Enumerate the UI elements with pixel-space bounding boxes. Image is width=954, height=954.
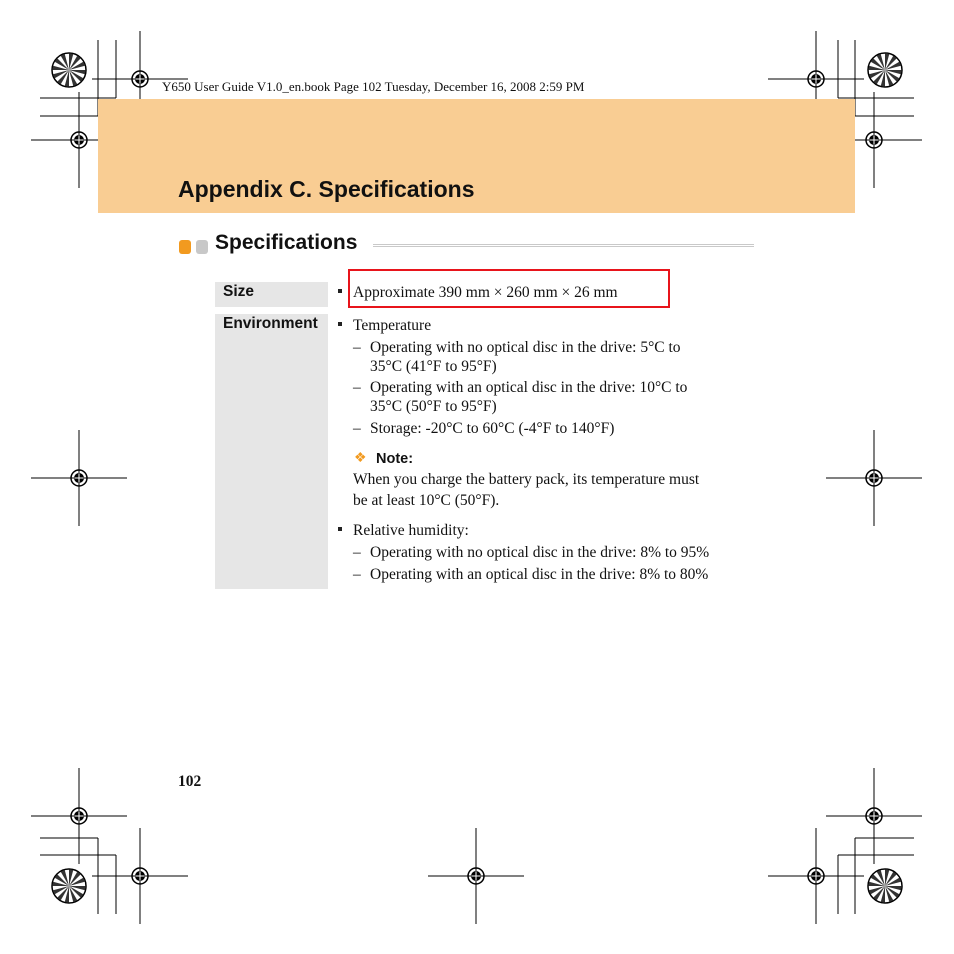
- note-icon: ❖: [354, 451, 367, 466]
- dash-marker: –: [353, 544, 361, 561]
- size-label: Size: [223, 283, 255, 300]
- environment-label-cell: [215, 314, 328, 589]
- dash-marker: –: [353, 379, 361, 396]
- bullet-icon: [338, 289, 342, 293]
- registration-target-icon: [826, 768, 922, 864]
- temp-item-line: Operating with an optical disc in the drive: 10°C to: [370, 379, 688, 396]
- registration-target-icon: [31, 430, 127, 526]
- humidity-heading: Relative humidity:: [353, 522, 469, 539]
- temp-item-line: 35°C (41°F to 95°F): [370, 358, 497, 375]
- temp-item-line: Storage: -20°C to 60°C (-4°F to 140°F): [370, 420, 615, 437]
- registration-target-icon: [768, 828, 864, 924]
- section-rule: [373, 244, 754, 247]
- section-marker-orange-icon: [179, 240, 191, 254]
- temp-item-line: Operating with no optical disc in the drive: 5°C to: [370, 339, 681, 356]
- chapter-title: Appendix C. Specifications: [178, 176, 475, 202]
- temp-item-line: 35°C (50°F to 95°F): [370, 398, 497, 415]
- dash-marker: –: [353, 339, 361, 356]
- starburst-target-icon: [52, 53, 86, 87]
- note-label: Note:: [376, 451, 414, 467]
- starburst-target-icon: [868, 869, 902, 903]
- print-header: Y650 User Guide V1.0_en.book Page 102 Tuesday, December 16, 2008 2:59 PM: [162, 79, 585, 94]
- bullet-icon: [338, 527, 342, 531]
- temperature-heading: Temperature: [353, 317, 432, 334]
- humidity-item: Operating with an optical disc in the drive: 8% to 80%: [370, 566, 709, 583]
- humidity-item: Operating with no optical disc in the drive: 8% to 95%: [370, 544, 710, 561]
- registration-target-icon: [428, 828, 524, 924]
- starburst-target-icon: [52, 869, 86, 903]
- page-number: 102: [178, 773, 202, 790]
- note-text-line: be at least 10°C (50°F).: [353, 492, 500, 509]
- size-value: Approximate 390 mm × 260 mm × 26 mm: [353, 284, 618, 301]
- bullet-icon: [338, 322, 342, 326]
- registration-target-icon: [826, 430, 922, 526]
- starburst-target-icon: [868, 53, 902, 87]
- dash-marker: –: [353, 566, 361, 583]
- section-title: Specifications: [215, 231, 358, 254]
- registration-target-icon: [31, 768, 127, 864]
- section-marker-gray-icon: [196, 240, 208, 254]
- dash-marker: –: [353, 420, 361, 437]
- environment-label: Environment: [223, 315, 318, 332]
- registration-target-icon: [92, 828, 188, 924]
- size-label-cell: [215, 282, 328, 307]
- note-text-line: When you charge the battery pack, its temperature must: [353, 471, 700, 488]
